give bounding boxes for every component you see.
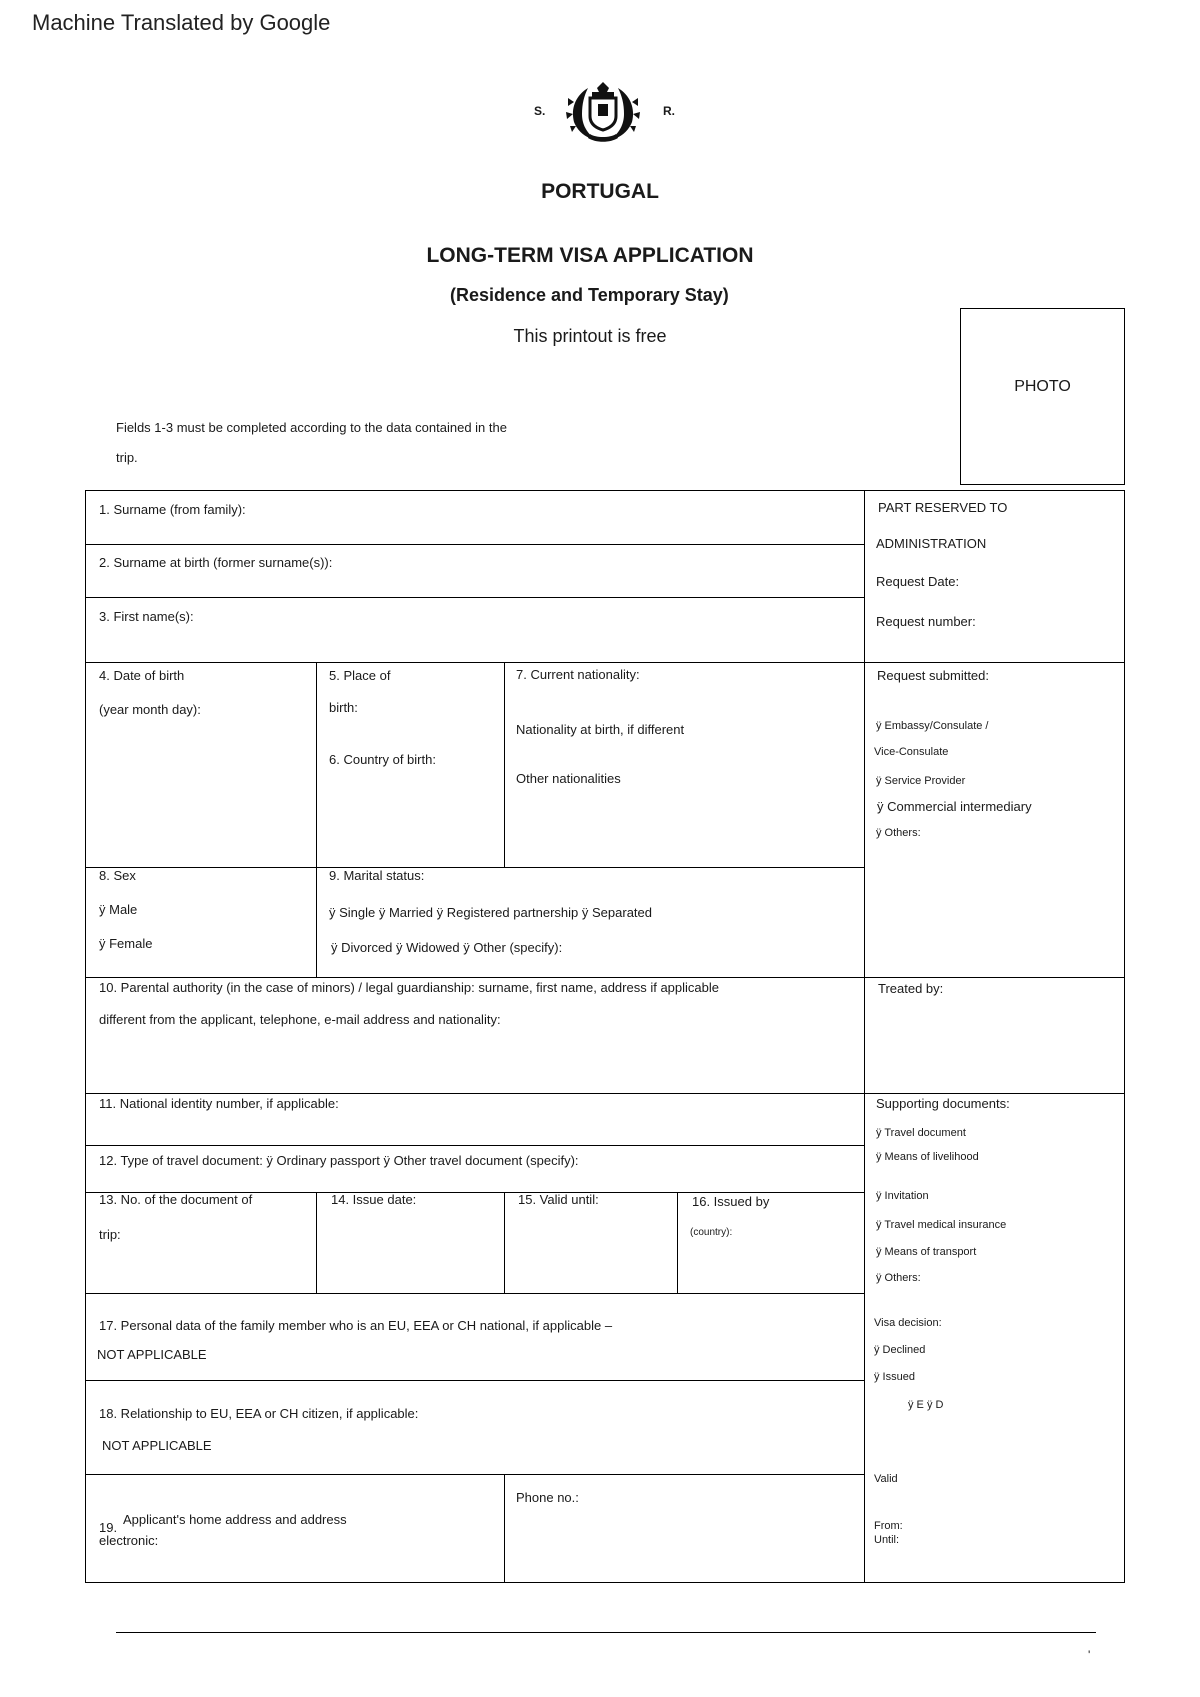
intro-text-line1: Fields 1-3 must be completed according to the data contained in the [116,420,507,435]
field-3-first-names: 3. First name(s): [99,609,194,624]
admin-request-number: Request number: [876,614,976,629]
sr-left-letter: S. [534,104,546,118]
row-divider [85,977,1125,978]
table-border-right [1124,490,1125,1582]
row-divider [85,544,864,545]
field-9-marital-status: 9. Marital status: [329,868,425,883]
field-12-travel-document-type: 12. Type of travel document: ÿ Ordinary passport ÿ Other travel document (specify): [99,1153,579,1168]
admin-supporting-option: ÿ Others: [876,1272,921,1284]
admin-valid-until: Until: [874,1534,900,1546]
field-8-male-option: ÿ Male [99,902,138,917]
field-10-parental-authority-cont: different from the applicant, telephone, e-mail address and nationality: [99,1012,501,1027]
form-title: LONG-TERM VISA APPLICATION [426,244,754,267]
field-6-country-of-birth: 6. Country of birth: [329,752,436,767]
field-9-options-line2: ÿ Divorced ÿ Widowed ÿ Other (specify): [331,940,563,955]
field-17-family-member: 17. Personal data of the family member who is an EU, EEA or CH national, if applicable – [99,1318,613,1333]
free-printout-note: This printout is free [513,326,667,346]
column-divider [677,1192,678,1293]
admin-decision-declined: ÿ Declined [874,1344,926,1356]
admin-reserved-line1: PART RESERVED TO [878,500,1008,515]
field-5-place-of-birth: 5. Place of [329,668,391,683]
field-13-trip-label: trip: [99,1227,121,1242]
form-subtitle: (Residence and Temporary Stay) [450,285,729,305]
field-7-nationality-at-birth: Nationality at birth, if different [516,722,685,737]
column-divider [504,1474,505,1582]
admin-request-date: Request Date: [876,574,960,589]
admin-supporting-documents: Supporting documents: [876,1096,1010,1111]
table-border-top [85,490,1125,491]
row-divider [85,1293,864,1294]
admin-supporting-option: ÿ Travel document [876,1127,966,1139]
admin-supporting-option: ÿ Means of transport [876,1246,977,1258]
country-heading: PORTUGAL [541,180,659,203]
field-16-country-label: (country): [690,1227,733,1238]
coat-of-arms-emblem [560,78,646,144]
field-4-date-format: (year month day): [99,702,201,717]
admin-valid: Valid [874,1473,898,1485]
sr-right-letter: R. [663,104,675,118]
row-divider [85,597,864,598]
field-8-female-option: ÿ Female [99,936,153,951]
field-16-issued-by: 16. Issued by [692,1194,770,1209]
admin-visa-decision: Visa decision: [874,1317,942,1329]
field-19-home-address: Applicant's home address and address [123,1512,347,1527]
admin-supporting-option: ÿ Means of livelihood [876,1151,979,1163]
admin-valid-from: From: [874,1520,903,1532]
column-divider [504,662,505,867]
row-divider [85,867,864,868]
admin-reserved-line2: ADMINISTRATION [876,536,987,551]
field-10-parental-authority: 10. Parental authority (in the case of minors) / legal guardianship: surname, first name, address if applicable [99,980,719,995]
field-5-birth-label: birth: [329,700,358,715]
field-14-issue-date: 14. Issue date: [331,1192,417,1207]
admin-submitted-option: ÿ Service Provider [876,775,966,787]
field-9-options-line1: ÿ Single ÿ Married ÿ Registered partnership ÿ Separated [329,905,652,920]
field-15-valid-until: 15. Valid until: [518,1192,599,1207]
column-divider [316,662,317,977]
footer-rule [116,1632,1096,1633]
admin-column-divider [864,490,865,1582]
admin-decision-issued: ÿ Issued [874,1371,915,1383]
field-19-electronic: electronic: [99,1533,159,1548]
field-19-number: 19. [99,1520,118,1535]
phone-number-label: Phone no.: [516,1490,579,1505]
table-border-left [85,490,86,1582]
field-13-document-number: 13. No. of the document of [99,1192,253,1207]
column-divider [316,1192,317,1293]
admin-submitted-option: ÿ Others: [876,827,921,839]
admin-submitted-option: Vice-Consulate [874,746,949,758]
machine-translation-banner: Machine Translated by Google [32,10,331,35]
admin-decision-visa-types: ÿ E ÿ D [908,1399,944,1411]
field-2-surname-at-birth: 2. Surname at birth (former surname(s)): [99,555,333,570]
admin-submitted-option: ÿ Embassy/Consulate / [876,720,989,732]
field-1-surname: 1. Surname (from family): [99,502,246,517]
field-4-date-of-birth: 4. Date of birth [99,668,185,683]
field-7-other-nationalities: Other nationalities [516,771,621,786]
intro-text-line2: trip. [116,450,138,465]
admin-request-submitted: Request submitted: [877,668,990,683]
row-divider [85,662,1125,663]
field-18-relationship: 18. Relationship to EU, EEA or CH citizen, if applicable: [99,1406,419,1421]
table-border-bottom [85,1582,1125,1583]
row-divider [85,1380,864,1381]
footer-mark: ' [1088,1648,1091,1662]
row-divider [85,1145,864,1146]
photo-label: PHOTO [1014,378,1071,395]
admin-submitted-option: ÿ Commercial intermediary [877,799,1032,814]
photo-box [960,308,1125,485]
field-11-national-id: 11. National identity number, if applicable: [99,1096,339,1111]
field-7-current-nationality: 7. Current nationality: [516,667,640,682]
column-divider [504,1192,505,1293]
admin-treated-by: Treated by: [878,981,944,996]
field-8-sex: 8. Sex [99,868,136,883]
admin-supporting-option: ÿ Travel medical insurance [876,1219,1007,1231]
field-17-not-applicable: NOT APPLICABLE [97,1347,207,1362]
admin-supporting-option: ÿ Invitation [876,1190,929,1202]
row-divider [85,1093,1125,1094]
row-divider [85,1474,864,1475]
field-18-not-applicable: NOT APPLICABLE [102,1438,212,1453]
